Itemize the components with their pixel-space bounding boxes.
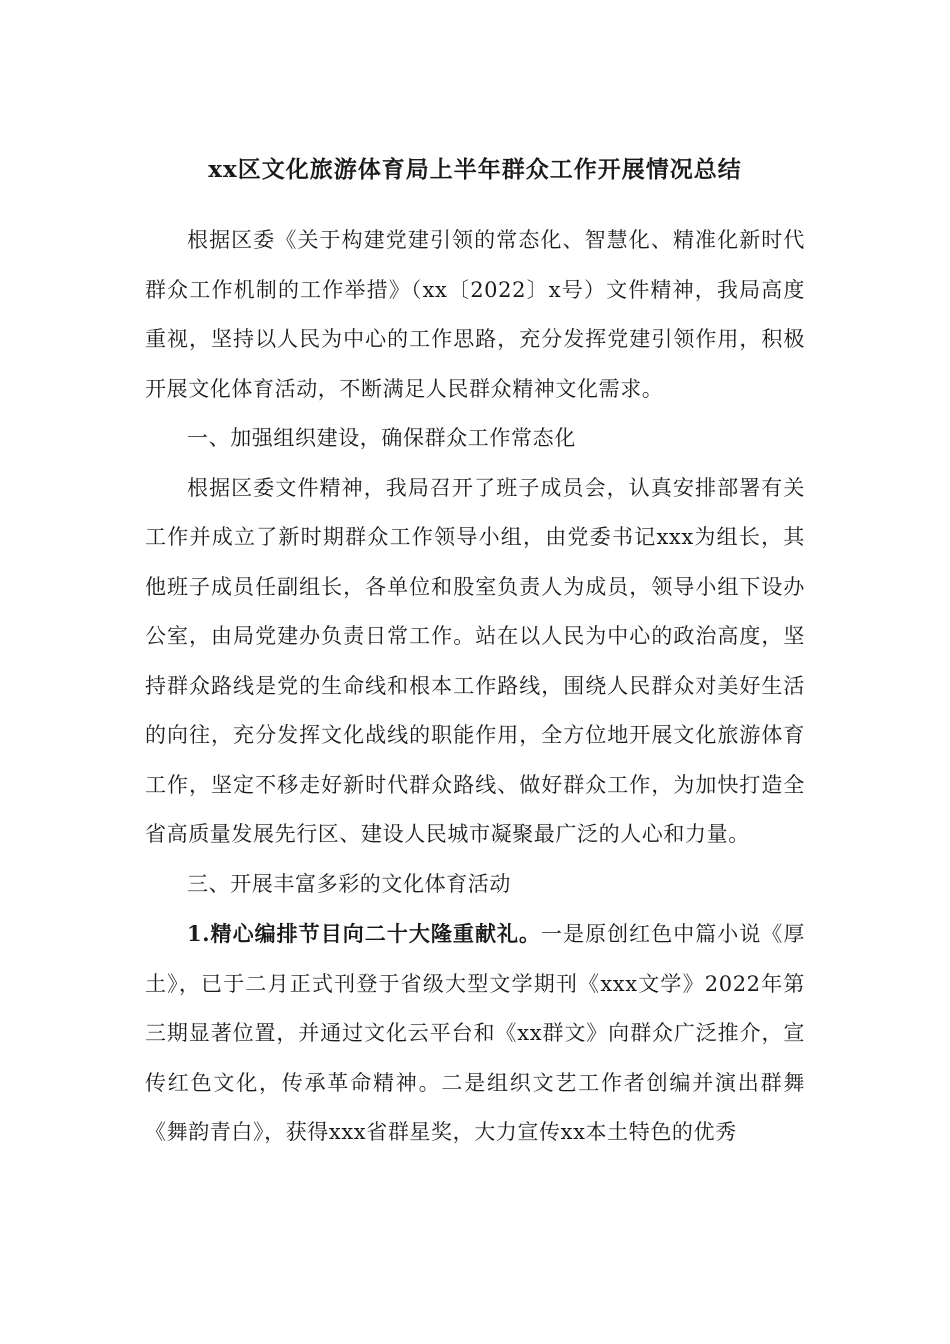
intro-paragraph: 根据区委《关于构建党建引领的常态化、智慧化、精准化新时代群众工作机制的工作举措》（xx〔2022〕x号）文件精神，我局高度重视，坚持以人民为中心的工作思路，充分发挥党建引领作用，积极开展文化体育活动，不断满足人民群众精神文化需求。 — [145, 228, 805, 401]
section-1-paragraph: 根据区委文件精神，我局召开了班子成员会，认真安排部署有关工作并成立了新时期群众工作领导小组，由党委书记xxx为组长，其他班子成员任副组长，各单位和股室负责人为成员，领导小组下设办公室，由局党建办负责日常工作。站在以人民为中心的政治高度，坚持群众路线是党的生命线和根本工作路线，围绕人民群众对美好生活的向往，充分发挥文化战线的职能作用，全方位地开展文化旅游体育工作，坚定不移走好新时代群众路线、做好群众工作，为加快打造全省高质量发展先行区、建设人民城市凝聚最广泛的人心和力量。 — [145, 475, 805, 846]
item-1-paragraph — [145, 909, 805, 1158]
item-1-text: 一是原创红色中篇小说《厚土》，已于二月正式刊登于省级大型文学期刊《xxx文学》2022年第三期显著位置，并通过文化云平台和《xx群文》向群众广泛推介，宣传红色文化，传承革命精神。二是组织文艺工作者创编并演出群舞《舞韵青白》，获得xxx省群星奖，大力宣传xx本土特色的优秀 — [145, 922, 806, 1144]
document-body — [145, 216, 805, 1158]
section-heading-3: 三、开展丰富多彩的文化体育活动 — [187, 871, 511, 896]
item-1-lead: 1.精心编排节目向二十大隆重献礼。 — [187, 921, 542, 946]
section-heading-1: 一、加强组织建设，确保群众工作常态化 — [187, 426, 576, 450]
document-title: xx区文化旅游体育局上半年群众工作开展情况总结 — [208, 156, 742, 183]
